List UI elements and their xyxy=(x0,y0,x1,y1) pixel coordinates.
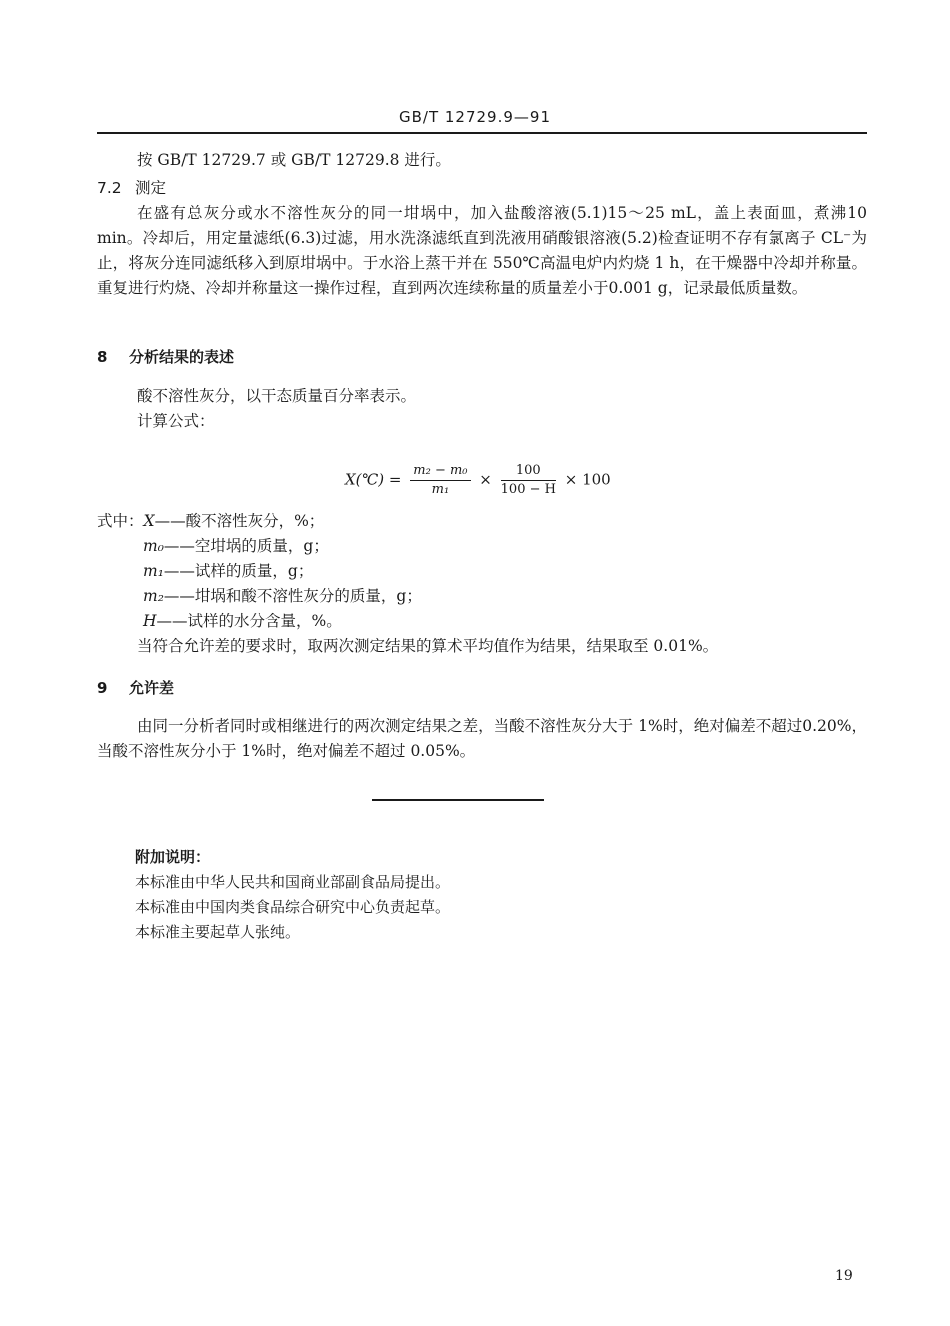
definition-text: ——酸不溶性灰分，%； xyxy=(154,512,325,530)
section-8-heading xyxy=(97,345,234,370)
section-7-2-title: 测定 xyxy=(135,179,167,197)
definition-row xyxy=(143,534,329,559)
header-rule xyxy=(97,132,867,134)
definition-text: ——空坩埚的质量，g； xyxy=(163,537,329,555)
definition-text: ——坩埚和酸不溶性灰分的质量，g； xyxy=(163,587,422,605)
intro-line: 按 GB/T 12729.7 或 GB/T 12729.8 进行。 xyxy=(137,151,451,169)
definition-text: ——试样的质量，g； xyxy=(163,562,314,580)
definition-symbol: H xyxy=(143,612,157,630)
definition-symbol: m₂ xyxy=(143,587,164,605)
end-rule xyxy=(372,799,544,801)
formula-times-1: × xyxy=(479,470,492,489)
page-number: 19 xyxy=(835,1268,853,1284)
note-line: 本标准主要起草人张纯。 xyxy=(135,923,301,941)
notes-title: 附加说明： xyxy=(135,848,211,866)
formula xyxy=(345,462,611,499)
section-8-line1: 酸不溶性灰分，以干态质量百分率表示。 xyxy=(137,387,417,405)
formula-times-2: × 100 xyxy=(564,470,611,489)
section-7-2-body: 在盛有总灰分或水不溶性灰分的同一坩埚中，加入盐酸溶液(5.1)15～25 mL，盖上表面皿，煮沸10 min。冷却后，用定量滤纸(6.3)过滤，用水洗涤滤纸直到洗液用硝酸银溶液(5.2)检查证明不存有氯离子 CL⁻为止，将灰分连同滤纸移入到原坩埚中。于水浴上蒸干并在 550℃高温电炉内灼烧 1 h，在干燥器中冷却并称量。重复进行灼烧、冷却并称量这一操作过程，直到两次连续称量的质量差小于0.001 g，记录最低质量数。 xyxy=(97,204,867,297)
formula-frac2-numerator: 100 xyxy=(501,462,556,481)
section-9-number: 9 xyxy=(97,679,108,697)
section-8-line2: 计算公式： xyxy=(137,412,215,430)
definition-symbol: m₀ xyxy=(143,537,164,555)
section-9-title: 允许差 xyxy=(129,679,175,697)
section-8-number: 8 xyxy=(97,348,108,366)
formula-fraction-2 xyxy=(501,462,556,499)
definition-symbol: m₁ xyxy=(143,562,164,580)
section-9-heading xyxy=(97,676,174,701)
section-7-2-heading xyxy=(97,176,166,201)
formula-frac1-denominator: m₁ xyxy=(431,482,450,497)
note-line: 本标准由中华人民共和国商业部副食品局提出。 xyxy=(135,873,451,891)
definition-symbol: X xyxy=(143,512,155,530)
page-header: GB/T 12729.9—91 xyxy=(398,108,551,126)
result-line: 当符合允许差的要求时，取两次测定结果的算术平均值作为结果，结果取至 0.01%。 xyxy=(137,637,719,655)
note-line: 本标准由中国肉类食品综合研究中心负责起草。 xyxy=(135,898,451,916)
formula-frac1-numerator: m₂ − m₀ xyxy=(410,462,470,481)
section-7-2-number: 7.2 xyxy=(97,179,122,197)
definition-row xyxy=(143,559,313,584)
section-8-title: 分析结果的表述 xyxy=(129,348,235,366)
definition-row xyxy=(143,584,422,609)
formula-lhs: X(℃) = xyxy=(345,470,402,489)
formula-fraction-1 xyxy=(410,462,470,499)
definitions-block xyxy=(97,509,324,534)
formula-frac2-denominator: 100 − H xyxy=(500,482,556,497)
definition-row xyxy=(143,609,342,634)
definition-text: ——试样的水分含量，%。 xyxy=(156,612,342,630)
where-label: 式中： xyxy=(97,512,144,530)
section-9-body: 由同一分析者同时或相继进行的两次测定结果之差，当酸不溶性灰分大于 1%时，绝对偏差不超过0.20%，当酸不溶性灰分小于 1%时，绝对偏差不超过 0.05%。 xyxy=(97,717,867,760)
